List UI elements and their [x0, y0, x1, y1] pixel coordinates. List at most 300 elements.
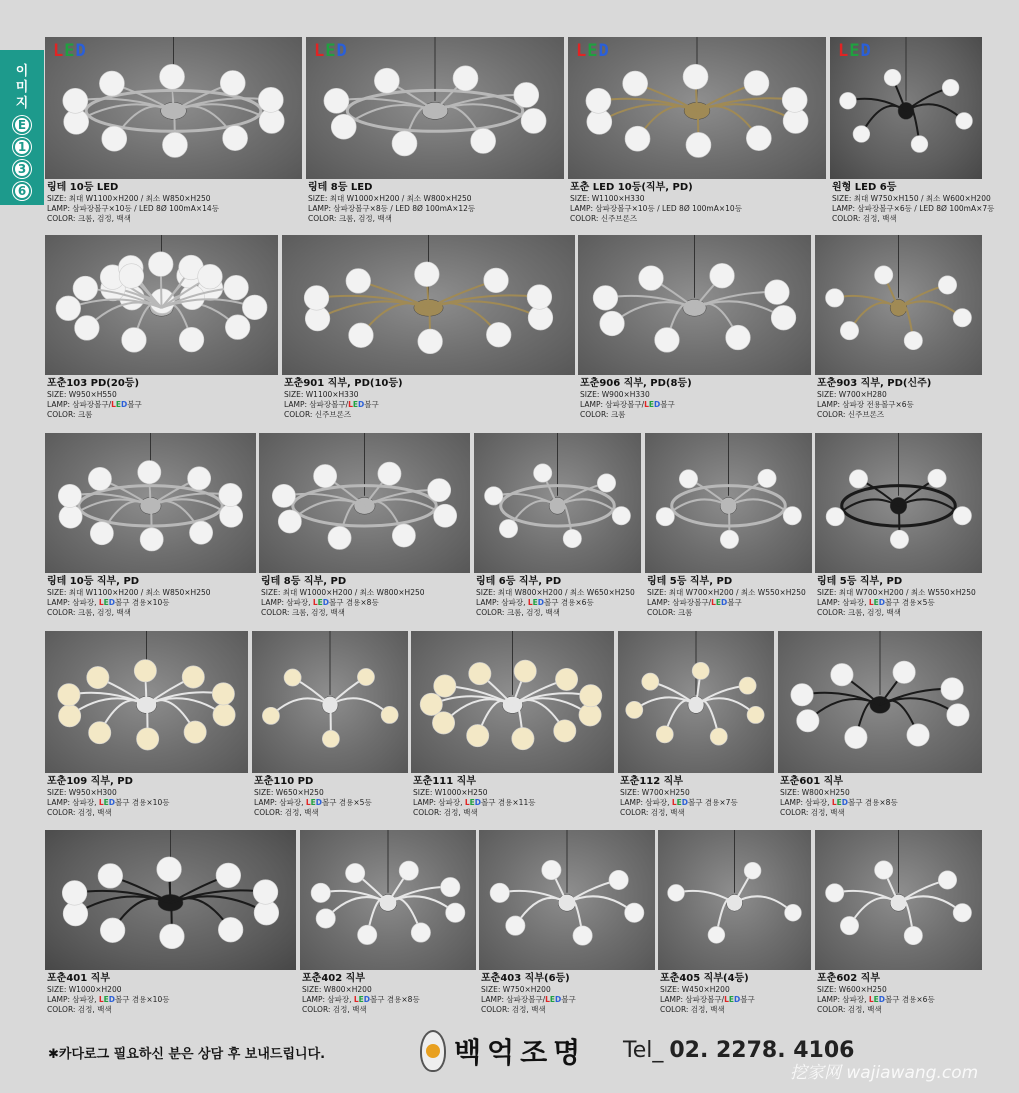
light-bulb: [612, 507, 630, 525]
led-inline-letter: D: [878, 995, 886, 1004]
product-lamp: LAMP: 삼파장, LED볼구 겸용×10등: [47, 995, 170, 1004]
product-color: COLOR: 크롬, 검정, 백색: [308, 214, 392, 223]
led-inline-letter: E: [715, 598, 722, 607]
light-bulb: [710, 263, 735, 288]
product-lamp: LAMP: 삼파장, LED볼구 겸용×11등: [413, 798, 536, 807]
chandelier-illustration: [815, 235, 982, 375]
light-bulb: [938, 871, 956, 889]
chandelier-illustration: [658, 830, 811, 970]
light-bulb: [884, 69, 901, 86]
light-bulb: [744, 70, 769, 95]
product-card: [618, 631, 774, 818]
led-inline-letter: L: [353, 995, 359, 1004]
light-bulb: [875, 266, 893, 284]
led-inline-letter: D: [721, 598, 728, 607]
product-name: 포춘112 직부: [620, 776, 683, 787]
chandelier-illustration: [45, 433, 256, 573]
light-bulb: [554, 720, 576, 742]
light-bulb: [73, 276, 98, 301]
light-bulb: [148, 252, 173, 277]
light-bulb: [189, 521, 212, 544]
led-inline-letter: D: [734, 995, 741, 1004]
product-card: [645, 433, 812, 618]
led-logo-letter: D: [75, 41, 87, 61]
product-card: [45, 433, 256, 618]
led-logo: [314, 41, 348, 61]
light-bulb: [180, 285, 205, 310]
product-name: 포춘402 직부: [302, 973, 365, 984]
chandelier-illustration: [618, 631, 774, 773]
led-inline-letter: E: [469, 798, 475, 807]
chandelier-illustration: [45, 830, 296, 970]
light-bulb: [58, 684, 80, 706]
product-size: SIZE: 최대 W750×H150 / 최소 W600×H200: [832, 194, 991, 203]
led-logo-letter: L: [314, 41, 326, 61]
light-bulb: [216, 863, 241, 888]
light-bulb: [75, 316, 100, 341]
product-lamp: LAMP: 삼파장, LED볼구 겸용×10등: [47, 598, 170, 607]
light-bulb: [304, 286, 329, 311]
product-photo: [252, 631, 408, 773]
light-bulb: [223, 126, 248, 151]
led-inline-letter: L: [305, 798, 311, 807]
light-bulb: [486, 322, 511, 347]
light-bulb: [399, 861, 418, 880]
product-lamp: LAMP: 삼파장, LED볼구 겸용×5등: [254, 798, 372, 807]
led-inline-letter: L: [724, 995, 729, 1004]
light-bulb: [747, 706, 764, 723]
product-card: [479, 830, 655, 1015]
light-bulb: [609, 870, 628, 889]
chandelier-illustration: [474, 433, 641, 573]
light-bulb: [726, 325, 751, 350]
led-inline-letter: L: [527, 598, 533, 607]
led-inline-letter: D: [555, 995, 562, 1004]
product-color: COLOR: 크롬, 검정, 백색: [476, 608, 560, 617]
led-inline-letter: E: [103, 798, 109, 807]
product-lamp: LAMP: 삼파장볼구×8등 / LED 8Ø 100mA×12등: [308, 204, 476, 213]
product-size: SIZE: 최대 W1000×H200 / 최소 W800×H250: [261, 588, 425, 597]
page-digit: 1: [13, 138, 31, 156]
chandelier-illustration: [479, 830, 655, 970]
light-bulb: [262, 707, 279, 724]
light-bulb: [953, 507, 971, 525]
light-bulb: [840, 916, 858, 934]
led-logo-letter: D: [860, 41, 872, 61]
light-bulb: [555, 668, 577, 690]
light-bulb: [378, 462, 401, 485]
led-inline-letter: E: [873, 995, 879, 1004]
chandelier-illustration: [252, 631, 408, 773]
product-name: 포춘401 직부: [47, 973, 110, 984]
led-inline-letter: E: [648, 400, 655, 409]
product-card: [282, 235, 575, 420]
light-bulb: [600, 311, 625, 336]
light-bulb: [224, 275, 249, 300]
light-bulb: [840, 321, 858, 339]
light-bulb: [512, 727, 534, 749]
product-size: SIZE: 최대 W1100×H200 / 최소 W850×H250: [47, 588, 211, 597]
product-color: COLOR: 검정, 백색: [254, 808, 319, 817]
led-inline-letter: D: [108, 598, 116, 607]
product-color: COLOR: 검정, 백색: [620, 808, 685, 817]
light-bulb: [284, 669, 301, 686]
product-color: COLOR: 검정, 백색: [832, 214, 897, 223]
product-name: 원형 LED 6등: [832, 182, 897, 193]
product-size: SIZE: W750×H200: [481, 985, 551, 994]
product-card: [815, 235, 982, 420]
product-card: [815, 433, 982, 618]
light-bulb: [311, 883, 330, 902]
product-size: SIZE: W600×H250: [817, 985, 887, 994]
led-logo-letter: D: [336, 41, 348, 61]
light-bulb: [411, 923, 430, 942]
light-bulb: [625, 126, 650, 151]
light-bulb: [765, 280, 790, 305]
light-bulb: [179, 327, 204, 352]
product-photo: [45, 830, 296, 970]
light-bulb: [100, 918, 125, 943]
light-bulb: [758, 469, 776, 487]
product-size: SIZE: W1000×H250: [413, 788, 488, 797]
product-color: COLOR: 크롬, 검정, 백색: [47, 214, 131, 223]
light-bulb: [534, 464, 552, 482]
product-lamp: LAMP: 삼파장볼구/LED볼구: [47, 400, 142, 409]
light-bulb: [432, 712, 454, 734]
side-tab-char: 이: [15, 64, 29, 79]
product-name: 링테 5등 직부, PD: [817, 576, 903, 587]
light-bulb: [322, 730, 339, 747]
chandelier-illustration: [411, 631, 614, 773]
product-size: SIZE: W450×H200: [660, 985, 730, 994]
led-logo-letter: L: [838, 41, 850, 61]
product-color: COLOR: 검정, 백색: [302, 1005, 367, 1014]
light-bulb: [683, 64, 708, 89]
light-bulb: [188, 467, 211, 490]
light-bulb: [59, 505, 82, 528]
product-lamp: LAMP: 삼파장 전용볼구×6등: [817, 400, 914, 409]
led-inline-letter: E: [317, 598, 323, 607]
product-name: 링테 10등 직부, PD: [47, 576, 140, 587]
product-card: [411, 631, 614, 818]
fixture-arm: [735, 896, 793, 912]
product-lamp: LAMP: 삼파장볼구/LED볼구: [284, 400, 379, 409]
fixture-arm: [835, 891, 899, 903]
light-bulb: [467, 724, 489, 746]
light-bulb: [434, 675, 456, 697]
product-name: 포춘403 직부(6등): [481, 973, 570, 984]
product-card: [568, 37, 826, 224]
light-bulb: [420, 693, 442, 715]
light-bulb: [225, 315, 250, 340]
light-bulb: [783, 507, 801, 525]
chandelier-illustration: [815, 433, 982, 573]
product-name: 포춘 LED 10등(직부, PD): [570, 182, 693, 193]
light-bulb: [184, 721, 206, 743]
led-inline-letter: L: [98, 798, 104, 807]
product-color: COLOR: 크롬: [580, 410, 626, 419]
led-inline-letter: E: [103, 995, 109, 1004]
led-inline-letter: D: [474, 798, 482, 807]
light-bulb: [160, 924, 185, 949]
light-bulb: [381, 706, 398, 723]
product-size: SIZE: W700×H250: [620, 788, 690, 797]
product-photo: [479, 830, 655, 970]
product-name: 포춘601 직부: [780, 776, 843, 787]
led-inline-letter: L: [312, 598, 318, 607]
led-inline-letter: E: [532, 598, 538, 607]
led-inline-letter: L: [831, 798, 837, 807]
light-bulb: [782, 87, 807, 112]
led-inline-letter: D: [108, 995, 116, 1004]
product-name: 포춘109 직부, PD: [47, 776, 133, 787]
light-bulb: [831, 663, 853, 685]
product-card: [252, 631, 408, 818]
light-bulb: [849, 470, 867, 488]
light-bulb: [514, 82, 539, 107]
product-size: SIZE: W800×H250: [780, 788, 850, 797]
product-color: COLOR: 검정, 백색: [780, 808, 845, 817]
product-color: COLOR: 크롬: [647, 608, 693, 617]
product-lamp: LAMP: 삼파장, LED볼구 겸용×7등: [620, 798, 738, 807]
light-bulb: [418, 329, 443, 354]
light-bulb: [278, 510, 301, 533]
led-inline-letter: L: [671, 798, 677, 807]
light-bulb: [219, 483, 242, 506]
product-card: [658, 830, 811, 1015]
led-inline-letter: L: [868, 598, 874, 607]
light-bulb: [904, 331, 922, 349]
product-card: [45, 37, 302, 224]
product-size: SIZE: W800×H200: [302, 985, 372, 994]
light-bulb: [655, 328, 680, 353]
product-color: COLOR: 검정, 백색: [660, 1005, 725, 1014]
chandelier-illustration: [645, 433, 812, 573]
product-size: SIZE: W1100×H330: [284, 390, 359, 399]
product-photo: [618, 631, 774, 773]
product-name: 링테 6등 직부, PD: [476, 576, 562, 587]
product-card: [474, 433, 641, 618]
section-badge: E: [13, 116, 31, 134]
light-bulb: [220, 70, 245, 95]
light-bulb: [62, 881, 87, 906]
product-name: 포춘602 직부: [817, 973, 880, 984]
fixture-arm: [848, 99, 906, 111]
side-tab: [0, 50, 44, 205]
product-photo: [474, 433, 641, 573]
brand-name: 백억조명: [454, 1036, 587, 1069]
light-bulb: [563, 529, 581, 547]
light-bulb: [942, 79, 959, 96]
brand: [420, 1030, 586, 1072]
light-bulb: [434, 504, 457, 527]
light-bulb: [586, 88, 611, 113]
light-bulb: [138, 461, 161, 484]
product-name: 포춘901 직부, PD(10등): [284, 378, 403, 389]
light-bulb: [213, 704, 235, 726]
fixture-body: [558, 894, 576, 911]
light-bulb: [947, 704, 969, 726]
light-bulb: [911, 136, 928, 153]
led-logo-letter: E: [587, 41, 599, 61]
chandelier-illustration: [578, 235, 811, 375]
chandelier-illustration: [778, 631, 982, 773]
product-card: [45, 235, 278, 420]
light-bulb: [490, 883, 509, 902]
product-name: 링테 8등 직부, PD: [261, 576, 347, 587]
led-inline-letter: D: [681, 798, 689, 807]
fixture-arm: [271, 698, 330, 715]
product-photo: [778, 631, 982, 773]
led-inline-letter: D: [315, 798, 323, 807]
led-inline-letter: L: [111, 400, 116, 409]
light-bulb: [87, 666, 109, 688]
product-lamp: LAMP: 삼파장, LED볼구 겸용×8등: [780, 798, 898, 807]
light-bulb: [349, 323, 374, 348]
light-bulb: [797, 710, 819, 732]
light-bulb: [514, 660, 536, 682]
light-bulb: [542, 860, 561, 879]
product-photo: [830, 37, 982, 179]
light-bulb: [469, 662, 491, 684]
product-lamp: LAMP: 삼파장, LED볼구 겸용×8등: [302, 995, 420, 1004]
light-bulb: [314, 464, 337, 487]
light-bulb: [253, 880, 278, 905]
product-name: 포춘111 직부: [413, 776, 476, 787]
product-lamp: LAMP: 삼파장볼구/LED볼구: [647, 598, 742, 607]
light-bulb: [157, 857, 182, 882]
fixture-arm: [330, 698, 390, 715]
product-photo: [282, 235, 575, 375]
light-bulb: [160, 64, 185, 89]
light-bulb: [324, 88, 349, 113]
light-bulb: [656, 507, 674, 525]
watermark: 挖家网 wajiawang.com: [790, 1063, 979, 1083]
led-inline-letter: D: [108, 798, 116, 807]
light-bulb: [506, 916, 525, 935]
light-bulb: [374, 68, 399, 93]
light-bulb: [720, 530, 738, 548]
product-color: COLOR: 신주브론즈: [284, 410, 352, 419]
light-bulb: [771, 305, 796, 330]
product-size: SIZE: 최대 W700×H200 / 최소 W550×H250: [647, 588, 806, 597]
light-bulb: [626, 701, 643, 718]
light-bulb: [953, 904, 971, 922]
product-card: [259, 433, 470, 618]
product-photo: [45, 37, 302, 179]
product-size: SIZE: 최대 W1000×H200 / 최소 W800×H250: [308, 194, 472, 203]
fixture-body: [890, 894, 907, 911]
product-lamp: LAMP: 삼파장, LED볼구 겸용×8등: [261, 598, 379, 607]
product-size: SIZE: 최대 W1100×H200 / 최소 W850×H250: [47, 194, 211, 203]
chandelier-illustration: [815, 830, 982, 970]
product-color: COLOR: 검정, 백색: [47, 1005, 112, 1014]
led-logo-letter: L: [576, 41, 588, 61]
light-bulb: [639, 266, 664, 291]
tel-number: 02. 2278. 4106: [669, 1038, 855, 1063]
light-bulb: [853, 126, 870, 143]
light-bulb: [597, 474, 615, 492]
led-inline-letter: L: [711, 598, 716, 607]
product-name: 포춘110 PD: [254, 776, 314, 787]
product-photo: [658, 830, 811, 970]
light-bulb: [521, 108, 546, 133]
light-bulb: [938, 276, 956, 294]
light-bulb: [415, 262, 440, 287]
led-inline-letter: E: [115, 400, 122, 409]
product-lamp: LAMP: 삼파장볼구×6등 / LED 8Ø 100mA×7등: [832, 204, 995, 213]
product-color: COLOR: 검정, 백색: [413, 808, 478, 817]
light-bulb: [134, 660, 156, 682]
light-bulb: [484, 487, 502, 505]
led-inline-letter: E: [676, 798, 682, 807]
product-photo: [306, 37, 564, 179]
light-bulb: [825, 289, 843, 307]
light-bulb: [162, 132, 187, 157]
led-inline-letter: E: [358, 995, 364, 1004]
light-bulb: [58, 484, 81, 507]
product-card: [45, 631, 248, 818]
light-bulb: [941, 678, 963, 700]
light-bulb: [593, 286, 618, 311]
light-bulb: [746, 126, 771, 151]
light-bulb: [580, 685, 602, 707]
brand-logo-icon: [420, 1030, 446, 1072]
light-bulb: [642, 673, 659, 690]
light-bulb: [708, 926, 725, 943]
light-bulb: [441, 877, 460, 896]
product-color: COLOR: 크롬, 검정, 백색: [817, 608, 901, 617]
light-bulb: [893, 661, 915, 683]
product-color: COLOR: 크롬, 검정, 백색: [47, 608, 131, 617]
light-bulb: [625, 903, 644, 922]
product-photo: [411, 631, 614, 773]
light-bulb: [739, 677, 756, 694]
side-tab-char: 미: [15, 80, 29, 95]
led-inline-letter: L: [868, 995, 874, 1004]
led-logo: [576, 41, 610, 61]
led-logo: [838, 41, 872, 61]
tel-label: Tel_: [623, 1038, 664, 1063]
light-bulb: [346, 269, 371, 294]
product-size: SIZE: W1100×H330: [570, 194, 645, 203]
light-bulb: [358, 925, 377, 944]
product-name: 포춘405 직부(4등): [660, 973, 749, 984]
product-size: SIZE: 최대 W700×H200 / 최소 W550×H250: [817, 588, 976, 597]
product-lamp: LAMP: 삼파장, LED볼구 겸용×6등: [476, 598, 594, 607]
product-color: COLOR: 검정, 백색: [817, 1005, 882, 1014]
led-logo-letter: E: [64, 41, 76, 61]
led-inline-letter: D: [537, 598, 545, 607]
light-bulb: [220, 504, 243, 527]
product-card: [45, 830, 296, 1015]
product-card: [815, 830, 982, 1015]
page-digit: 3: [13, 160, 31, 178]
led-logo-letter: E: [849, 41, 861, 61]
product-lamp: LAMP: 삼파장, LED볼구 겸용×5등: [817, 598, 935, 607]
product-photo: [568, 37, 826, 179]
chandelier-illustration: [45, 235, 278, 375]
product-size: SIZE: W1000×H200: [47, 985, 122, 994]
light-bulb: [242, 295, 267, 320]
product-color: COLOR: 검정, 백색: [481, 1005, 546, 1014]
catalog-note: ✱카다로그 필요하신 분은 상담 후 보내드립니다.: [48, 1047, 326, 1062]
product-name: 포춘906 직부, PD(8등): [580, 378, 692, 389]
led-inline-letter: L: [545, 995, 550, 1004]
light-bulb: [63, 88, 88, 113]
product-size: SIZE: W950×H300: [47, 788, 117, 797]
product-photo: [578, 235, 811, 375]
